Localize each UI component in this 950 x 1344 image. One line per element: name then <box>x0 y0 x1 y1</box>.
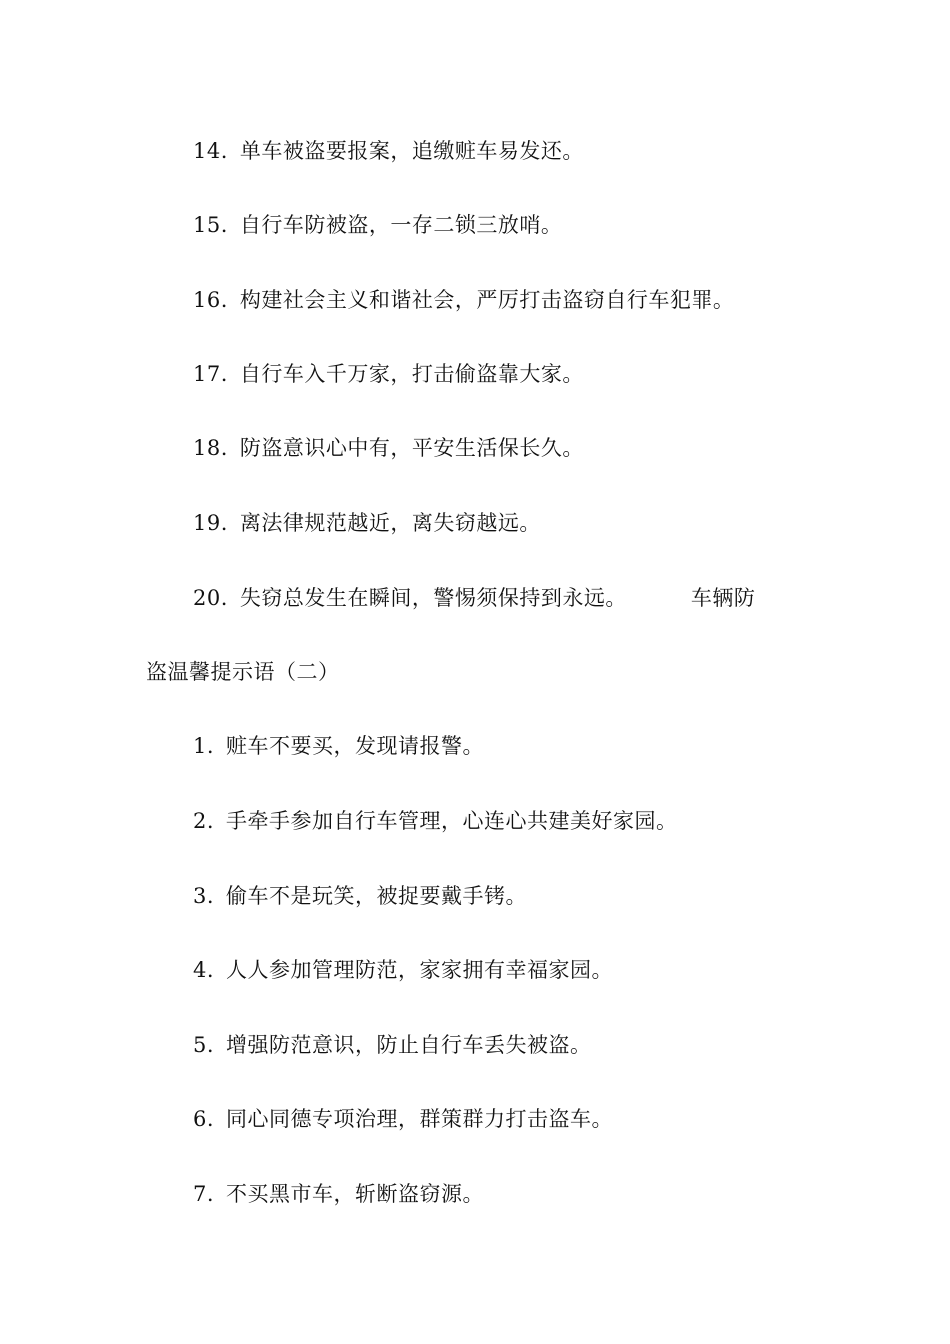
item-text: 自行车防被盗，一存二锁三放哨。 <box>239 213 563 237</box>
item-text: 偷车不是玩笑，被捉要戴手铐。 <box>226 884 528 908</box>
item-number: 1. <box>193 734 215 758</box>
list-item <box>193 882 527 910</box>
item-number: 7. <box>193 1182 215 1206</box>
list-item <box>193 1031 592 1059</box>
list-item <box>193 732 484 760</box>
list-item <box>193 434 584 462</box>
list-item <box>193 360 584 388</box>
item-text: 构建社会主义和谐社会，严厉打击盗窃自行车犯罪。 <box>239 288 735 312</box>
item-number: 2. <box>193 809 215 833</box>
list-item <box>193 509 541 537</box>
list-item <box>193 286 734 314</box>
section-heading <box>146 658 340 686</box>
item-number: 4. <box>193 958 215 982</box>
list-item <box>193 1180 484 1208</box>
item-text: 赃车不要买，发现请报警。 <box>226 734 485 758</box>
item-text: 增强防范意识，防止自行车丢失被盗。 <box>226 1033 592 1057</box>
item-text: 同心同德专项治理，群策群力打击盗车。 <box>226 1107 614 1131</box>
item-text: 人人参加管理防范，家家拥有幸福家园。 <box>226 958 614 982</box>
item-text: 失窃总发生在瞬间，警惕须保持到永远。 <box>239 586 627 610</box>
item-text: 自行车入千万家，打击偷盗靠大家。 <box>239 362 584 386</box>
section-heading-start: 车辆防 <box>690 586 756 610</box>
item-text: 离法律规范越近，离失窃越远。 <box>239 511 541 535</box>
item-number: 14. <box>193 139 228 163</box>
item-text: 防盗意识心中有，平安生活保长久。 <box>239 436 584 460</box>
item-text: 手牵手参加自行车管理，心连心共建美好家园。 <box>226 809 678 833</box>
list-item <box>193 211 562 239</box>
item-number: 3. <box>193 884 215 908</box>
list-item <box>193 956 613 984</box>
list-item <box>193 584 755 612</box>
item-number: 6. <box>193 1107 215 1131</box>
item-number: 17. <box>193 362 228 386</box>
list-item <box>193 807 678 835</box>
item-text: 不买黑市车，斩断盗窃源。 <box>226 1182 485 1206</box>
item-number: 20. <box>193 586 228 610</box>
item-number: 5. <box>193 1033 215 1057</box>
section-heading-text: 盗温馨提示语（二） <box>146 660 340 684</box>
item-text: 单车被盗要报案，追缴赃车易发还。 <box>239 139 584 163</box>
list-item <box>193 1105 613 1133</box>
list-item <box>193 137 584 165</box>
item-number: 18. <box>193 436 228 460</box>
item-number: 19. <box>193 511 228 535</box>
item-number: 15. <box>193 213 228 237</box>
item-number: 16. <box>193 288 228 312</box>
